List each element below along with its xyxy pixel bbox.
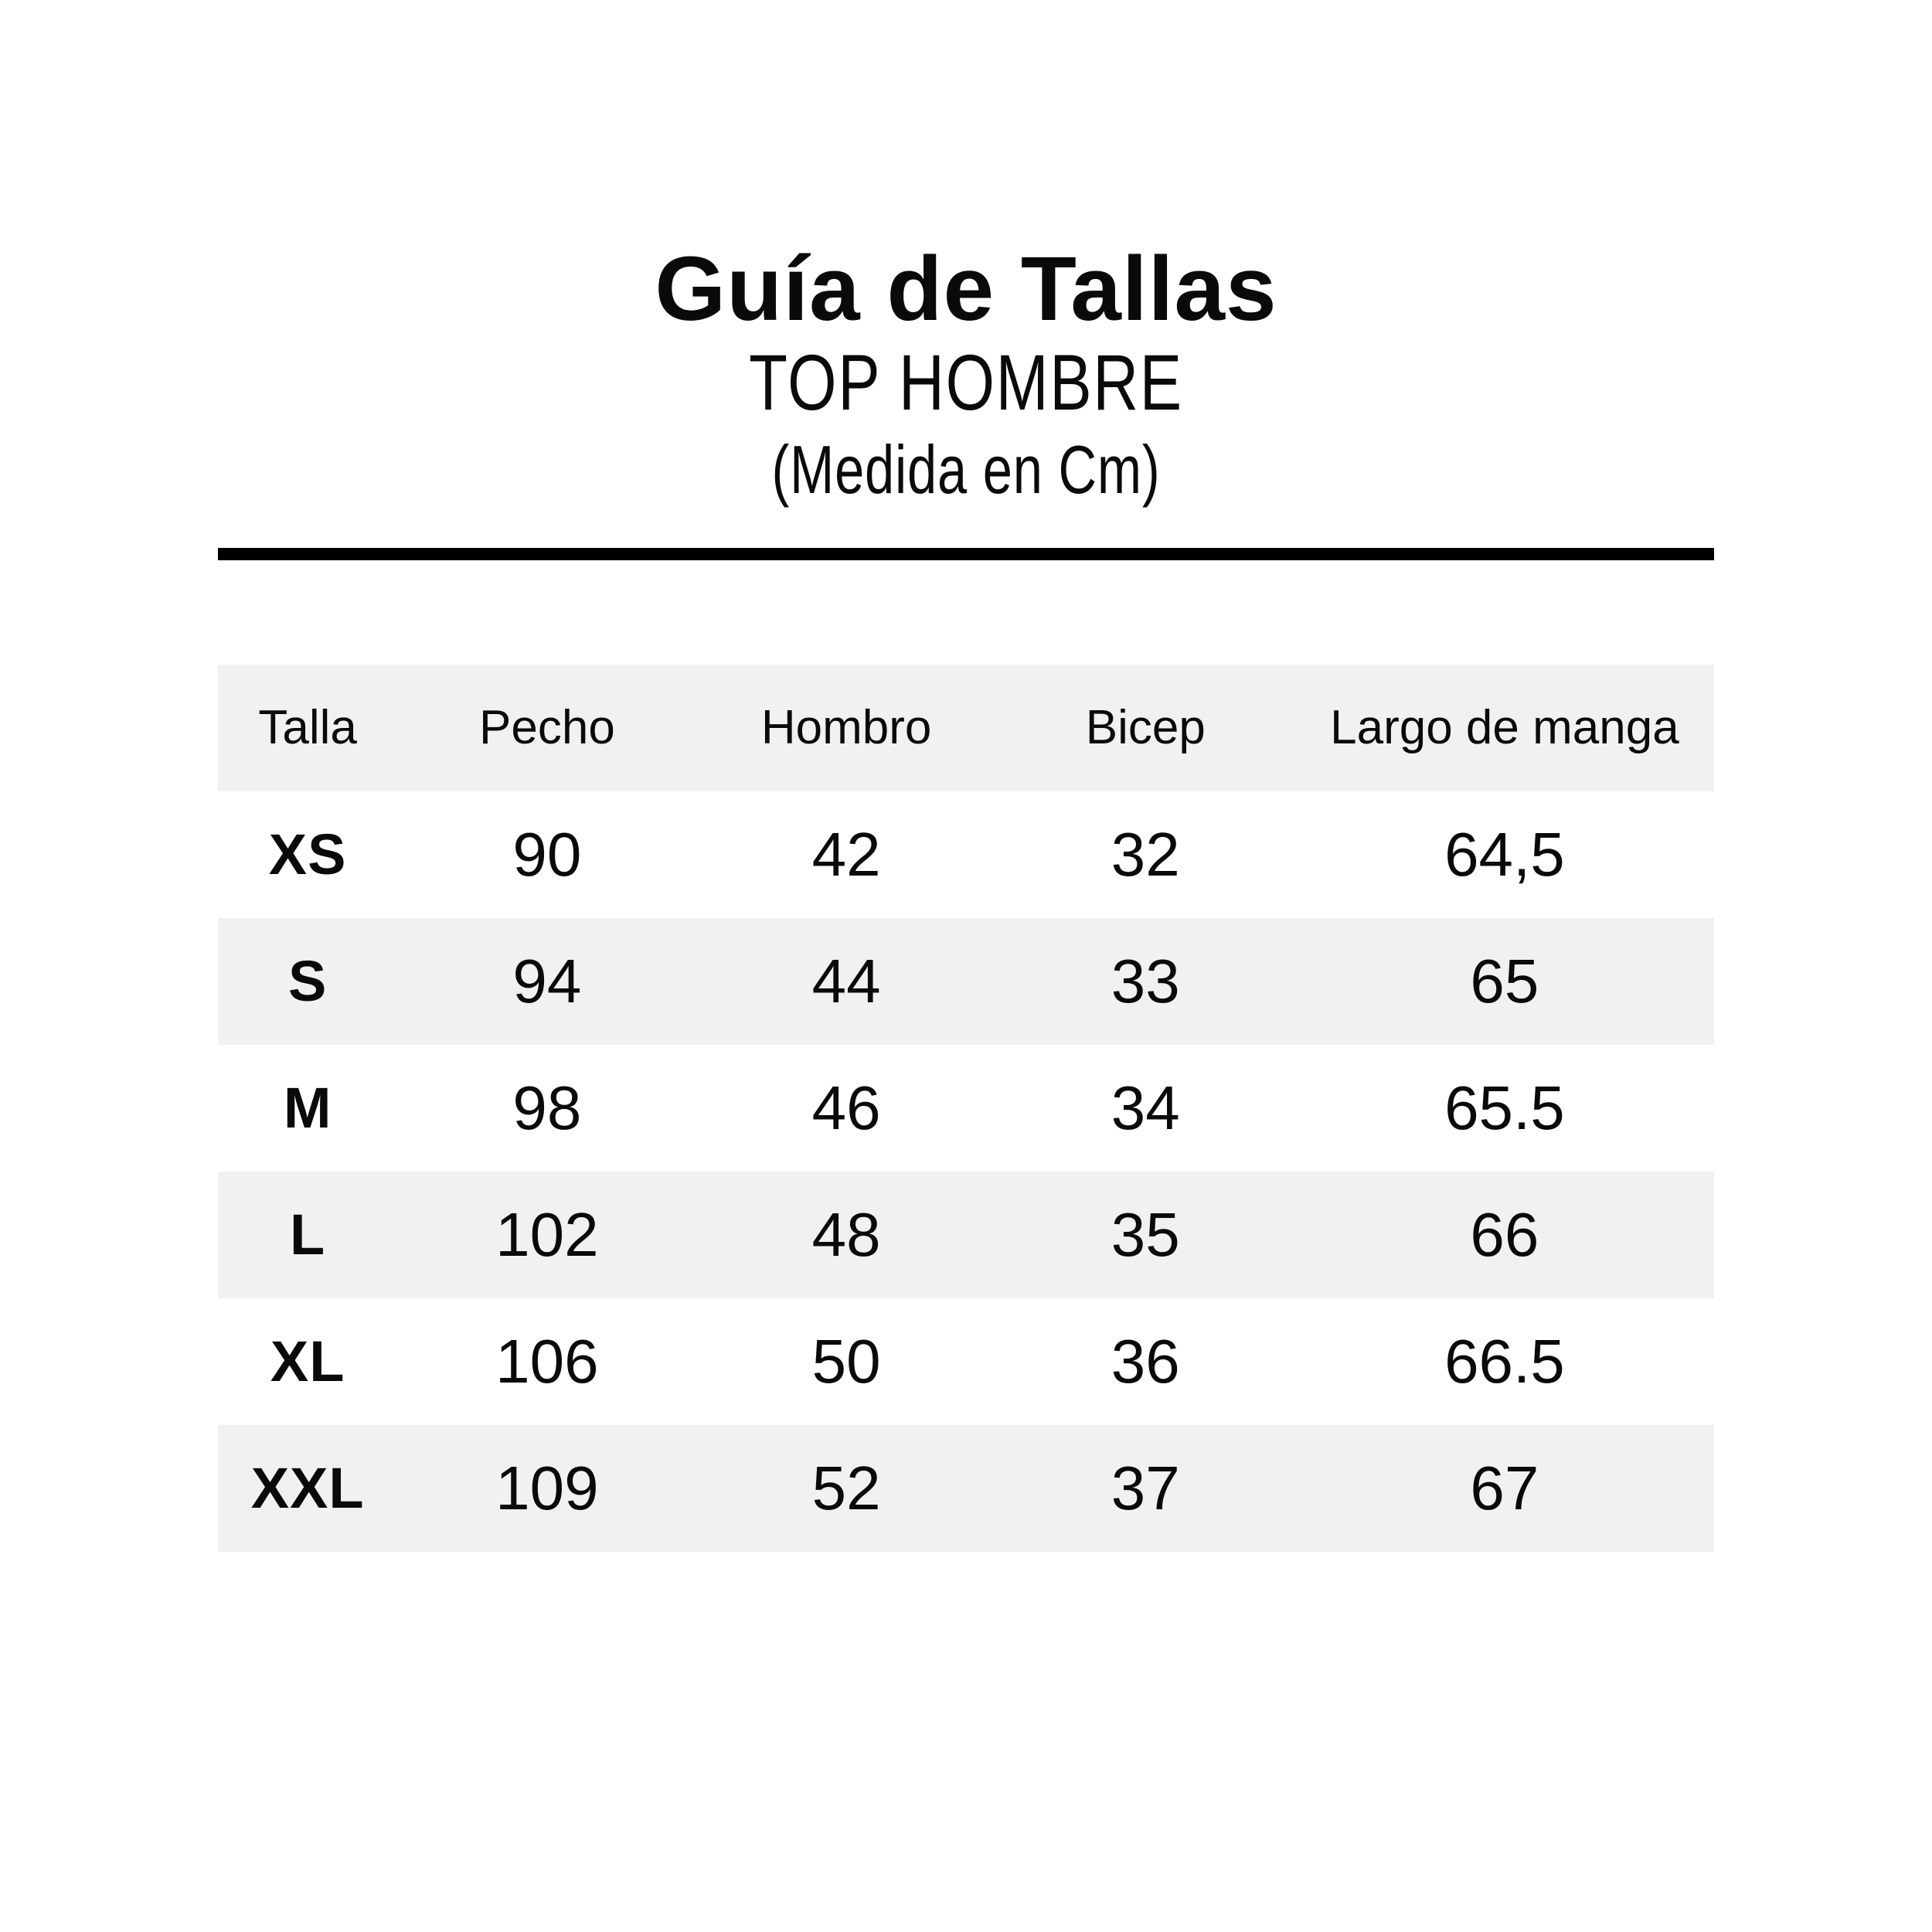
table-row: [218, 918, 1714, 1045]
value-cell: 65.5: [1444, 1073, 1565, 1142]
value-cell: 66.5: [1444, 1327, 1565, 1396]
column-header: Hombro: [760, 701, 932, 754]
value-cell: 65: [1470, 947, 1539, 1015]
table-row: [218, 1045, 1714, 1172]
value-cell: 52: [811, 1454, 881, 1522]
value-cell: 37: [1111, 1454, 1180, 1522]
value-cell: 94: [512, 947, 582, 1015]
size-table: [218, 665, 1714, 1552]
divider-line: [218, 548, 1714, 560]
size-cell: M: [283, 1076, 332, 1140]
value-cell: 67: [1470, 1454, 1539, 1522]
units-note: (Medida en Cm): [771, 431, 1161, 508]
value-cell: 34: [1111, 1073, 1180, 1142]
value-cell: 44: [811, 947, 881, 1015]
size-cell: XL: [270, 1329, 345, 1393]
value-cell: 48: [811, 1200, 881, 1269]
value-cell: 102: [495, 1200, 599, 1269]
value-cell: 42: [811, 820, 881, 889]
value-cell: 50: [811, 1327, 881, 1396]
page-title: Guía de Tallas: [655, 238, 1277, 340]
size-cell: XXL: [250, 1456, 365, 1520]
value-cell: 66: [1470, 1200, 1539, 1269]
size-cell: S: [287, 949, 328, 1013]
header: [218, 0, 1714, 541]
value-cell: 98: [512, 1073, 582, 1142]
column-header: Largo de manga: [1330, 701, 1679, 754]
size-cell: XS: [268, 822, 347, 886]
table-row: [218, 1425, 1714, 1552]
value-cell: 33: [1111, 947, 1180, 1015]
value-cell: 106: [495, 1327, 599, 1396]
column-header: Talla: [258, 701, 357, 754]
table-row: [218, 791, 1714, 918]
table-header-row: [218, 665, 1714, 791]
value-cell: 32: [1111, 820, 1180, 889]
value-cell: 109: [495, 1454, 599, 1522]
table-row: [218, 1298, 1714, 1425]
table-row: [218, 1172, 1714, 1298]
value-cell: 46: [811, 1073, 881, 1142]
value-cell: 64,5: [1444, 820, 1565, 889]
value-cell: 35: [1111, 1200, 1180, 1269]
column-header: Pecho: [479, 701, 615, 754]
value-cell: 90: [512, 820, 582, 889]
subtitle: TOP HOMBRE: [749, 338, 1183, 427]
size-cell: L: [290, 1202, 326, 1267]
column-header: Bicep: [1085, 701, 1206, 754]
value-cell: 36: [1111, 1327, 1180, 1396]
